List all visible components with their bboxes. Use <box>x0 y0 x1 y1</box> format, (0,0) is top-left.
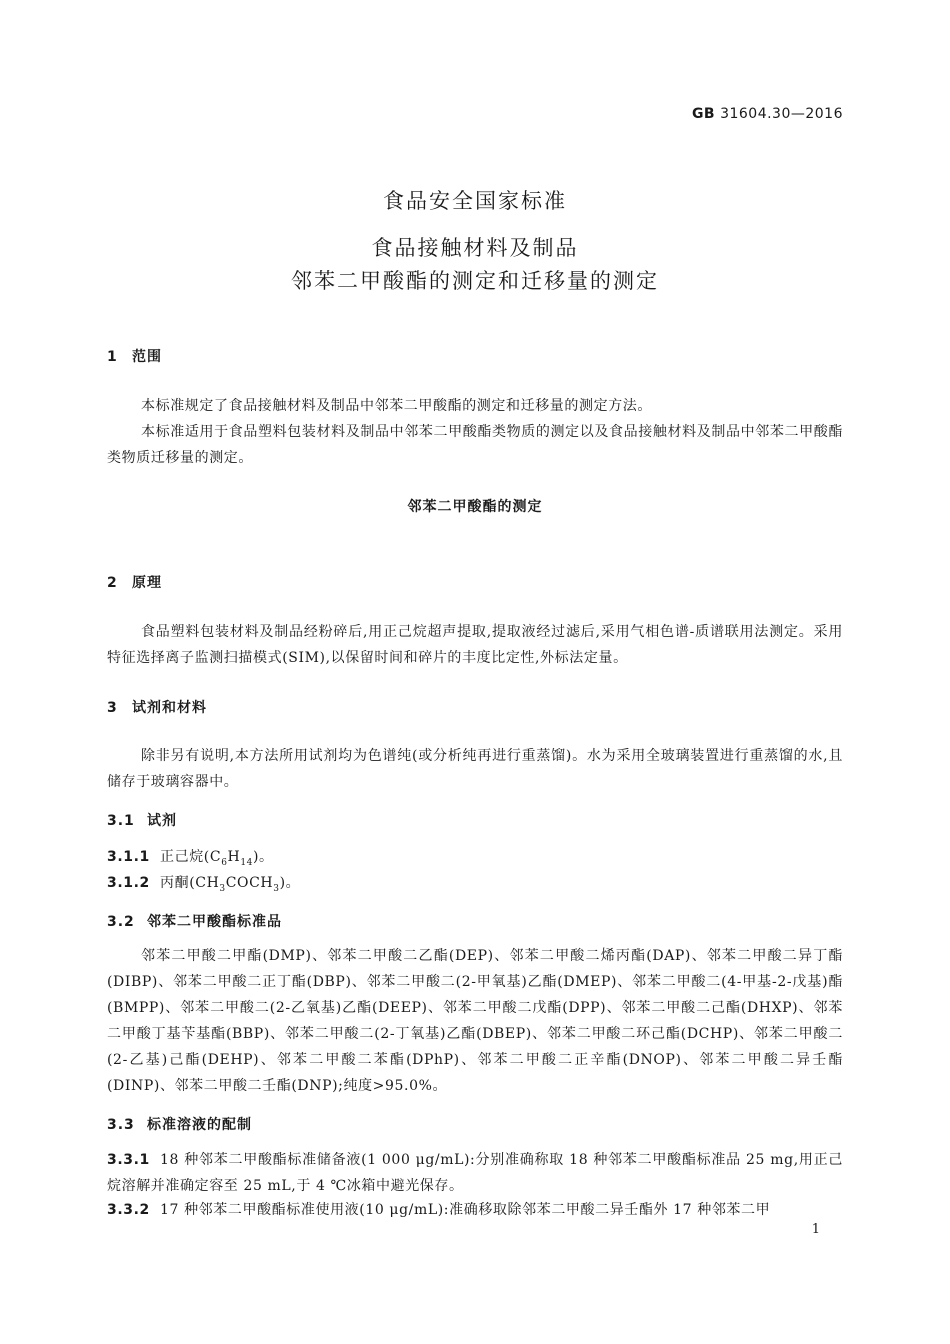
standard-number: GB 31604.30—2016 <box>691 106 843 122</box>
section-1-heading: 1 范围 <box>107 349 162 365</box>
section-1-para-2: 本标准适用于食品塑料包装材料及制品中邻苯二甲酸酯类物质的测定以及食品接触材料及制品中邻苯二甲酸酯类物质迁移量的测定。 <box>107 424 843 466</box>
item-3-1-2: 3.1.2 丙酮$(CH_3COCH_3)$。 <box>107 875 301 894</box>
doc-title-line1: 食品安全国家标准 <box>383 189 567 213</box>
doc-title-line3: 邻苯二甲酸酯的测定和迁移量的测定 <box>291 269 659 293</box>
section-3-2-para: 邻苯二甲酸二甲酯(DMP)、邻苯二甲酸二乙酯(DEP)、邻苯二甲酸二烯丙酯(DAP)、邻苯二甲酸二异丁酯(DIBP)、邻苯二甲酸二正丁酯(DBP)、邻苯二甲酸二(2-甲氧基)乙酯(DMEP)、邻苯二甲酸二(4-甲基-2-戊基)酯(BMPP)、邻苯二甲酸二(2-乙氧基)乙酯(DEEP)、邻苯二甲酸二戊酯(DPP)、邻苯二甲酸二己酯(DHXP)、邻苯二甲酸丁基苄基酯(BBP)、邻苯二甲酸二(2-丁氧基)乙酯(DBEP)、邻苯二甲酸二环己酯(DCHP)、邻苯二甲酸二(2-乙基)己酯(DEHP)、邻苯二甲酸二苯酯(DPhP)、邻苯二甲酸二正辛酯(DNOP)、邻苯二甲酸二异壬酯(DINP)、邻苯二甲酸二壬酯(DNP);纯度>95.0%。 <box>107 948 843 1094</box>
item-3-3-2: 3.3.2 17 种邻苯二甲酸酯标准使用液(10 μg/mL):准确移取除邻苯二甲酸二异壬酯外 17 种邻苯二甲 <box>107 1202 771 1218</box>
section-3-para: 除非另有说明,本方法所用试剂均为色谱纯(或分析纯再进行重蒸馏)。水为采用全玻璃装置进行重蒸馏的水,且储存于玻璃容器中。 <box>107 748 843 790</box>
item-3-3-1: 3.3.1 18 种邻苯二甲酸酯标准储备液(1 000 μg/mL):分别准确称取 18 种邻苯二甲酸酯标准品 25 mg,用正己烷溶解并准确定容至 25 mL,于 4 ℃冰箱中避光保存。 <box>107 1152 843 1194</box>
part-heading: 邻苯二甲酸酯的测定 <box>407 499 543 515</box>
page-number: 1 <box>811 1222 820 1237</box>
section-1-para-1: 本标准规定了食品接触材料及制品中邻苯二甲酸酯的测定和迁移量的测定方法。 <box>141 398 652 414</box>
section-2-para: 食品塑料包装材料及制品经粉碎后,用正己烷超声提取,提取液经过滤后,采用气相色谱-质谱联用法测定。采用特征选择离子监测扫描模式(SIM),以保留时间和碎片的丰度比定性,外标法定量。 <box>107 624 843 666</box>
section-2-heading: 2 原理 <box>107 575 162 591</box>
section-3-1-heading: 3.1 试剂 <box>107 813 177 829</box>
section-3-3-heading: 3.3 标准溶液的配制 <box>107 1117 252 1133</box>
section-3-2-heading: 3.2 邻苯二甲酸酯标准品 <box>107 914 282 930</box>
item-3-1-1: 3.1.1 正己烷$(C_6H_{14})$。 <box>107 849 274 868</box>
section-3-heading: 3 试剂和材料 <box>107 700 207 716</box>
doc-title-line2: 食品接触材料及制品 <box>371 236 579 260</box>
